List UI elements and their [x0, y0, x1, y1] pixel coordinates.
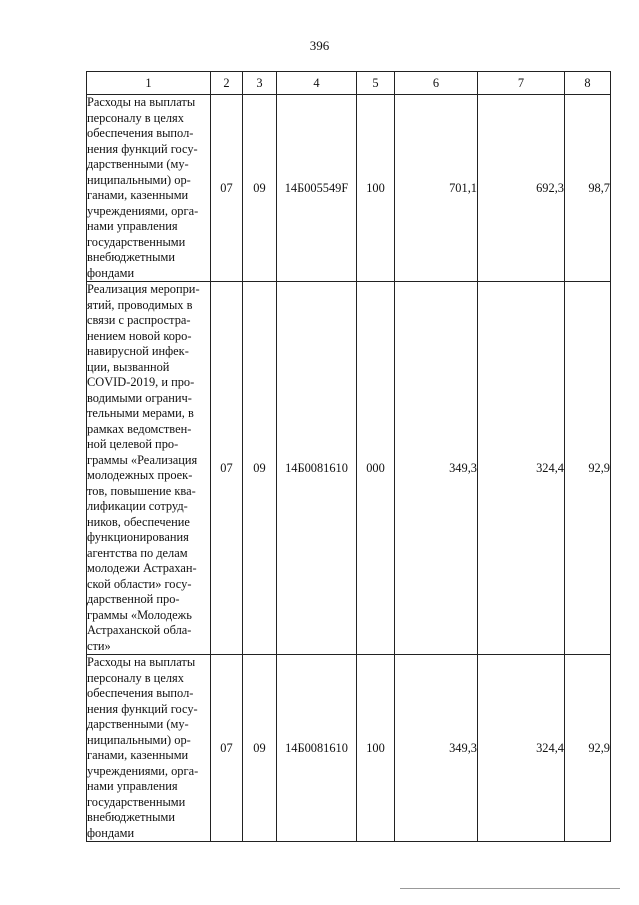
description-line: Астраханской обла-: [87, 623, 192, 637]
table-row: [87, 95, 611, 282]
execution-percent: 92,9: [565, 655, 611, 842]
header-cell: 8: [565, 72, 611, 95]
execution-percent: 92,9: [565, 282, 611, 655]
description-line: фондами: [87, 825, 135, 840]
description-line: COVID-2019, и про-: [87, 375, 195, 389]
description-line: рамках ведомствен-: [87, 421, 192, 436]
description-line: ганами, казенными: [87, 188, 189, 202]
budget-table: [86, 71, 611, 842]
actual-amount: 324,4: [478, 655, 565, 842]
header-cell: 1: [87, 72, 211, 95]
description-line: дарственными (му-: [87, 717, 189, 731]
page-number: 396: [309, 38, 330, 53]
section-code: 07: [211, 282, 243, 655]
header-cell: 3: [243, 72, 277, 95]
description-line: обеспечения выпол-: [87, 126, 194, 140]
actual-amount: 692,3: [478, 95, 565, 282]
table-row: [87, 655, 611, 842]
description-line: персоналу в целях: [87, 110, 184, 125]
description-line: тов, повышение ква-: [87, 483, 196, 498]
planned-amount: 701,1: [395, 95, 478, 282]
description-line: сти»: [87, 638, 111, 653]
description-line: молодежи Астрахан-: [87, 561, 197, 575]
description-line: ниципальными) ор-: [87, 732, 191, 747]
description-line: государственными: [87, 234, 186, 249]
expense-type-code: 000: [357, 282, 395, 655]
description-line: граммы «Молодежь: [87, 607, 192, 622]
description-line: ниципальными) ор-: [87, 172, 191, 187]
description-line: ции, вызванной: [87, 359, 170, 374]
description-line: персоналу в целях: [87, 670, 184, 685]
header-cell: 4: [277, 72, 357, 95]
description-line: Расходы на выплаты: [87, 655, 196, 669]
description-line: лификации сотруд-: [87, 499, 188, 513]
description-line: ганами, казенными: [87, 748, 189, 762]
description-line: навирусной инфек-: [87, 344, 189, 358]
header-cell: 5: [357, 72, 395, 95]
description-line: Реализация меропри-: [87, 282, 200, 296]
description-line: водимыми огранич-: [87, 390, 192, 405]
actual-amount: 324,4: [478, 282, 565, 655]
description-line: дарственной про-: [87, 592, 180, 606]
description-line: нения функций госу-: [87, 701, 198, 716]
target-item-code: 14Б005549F: [277, 95, 357, 282]
expense-type-code: 100: [357, 95, 395, 282]
description-line: нами управления: [87, 219, 178, 233]
description-line: молодежных проек-: [87, 468, 193, 482]
description-line: граммы «Реализация: [87, 452, 198, 467]
description-line: функционирования: [87, 530, 189, 544]
target-item-code: 14Б0081610: [277, 655, 357, 842]
footer-rule: [400, 888, 620, 889]
expense-type-code: 100: [357, 655, 395, 842]
subsection-code: 09: [243, 95, 277, 282]
expense-description: [87, 282, 211, 655]
target-item-code: 14Б0081610: [277, 282, 357, 655]
section-code: 07: [211, 95, 243, 282]
header-row: [87, 72, 611, 95]
description-line: фондами: [87, 265, 135, 280]
description-line: ской области» госу-: [87, 576, 192, 591]
section-code: 07: [211, 655, 243, 842]
expense-description: [87, 655, 211, 842]
description-line: Расходы на выплаты: [87, 95, 196, 109]
subsection-code: 09: [243, 282, 277, 655]
header-cell: 7: [478, 72, 565, 95]
description-line: государственными: [87, 794, 186, 809]
planned-amount: 349,3: [395, 655, 478, 842]
description-line: дарственными (му-: [87, 157, 189, 171]
execution-percent: 98,7: [565, 95, 611, 282]
description-line: внебюджетными: [87, 810, 175, 824]
subsection-code: 09: [243, 655, 277, 842]
description-line: учреждениями, орга-: [87, 763, 199, 778]
description-line: нами управления: [87, 779, 178, 793]
planned-amount: 349,3: [395, 282, 478, 655]
description-line: внебюджетными: [87, 250, 175, 264]
description-line: ников, обеспечение: [87, 514, 190, 529]
description-line: нением новой коро-: [87, 328, 192, 343]
description-line: ной целевой про-: [87, 437, 179, 451]
description-line: нения функций госу-: [87, 141, 198, 156]
expense-description: [87, 95, 211, 282]
description-line: агентства по делам: [87, 545, 188, 560]
description-line: учреждениями, орга-: [87, 203, 199, 218]
description-line: обеспечения выпол-: [87, 686, 194, 700]
description-line: тельными мерами, в: [87, 406, 194, 420]
description-line: связи с распростра-: [87, 313, 191, 327]
table-row: [87, 282, 611, 655]
description-line: ятий, проводимых в: [87, 297, 193, 312]
header-cell: 6: [395, 72, 478, 95]
header-cell: 2: [211, 72, 243, 95]
